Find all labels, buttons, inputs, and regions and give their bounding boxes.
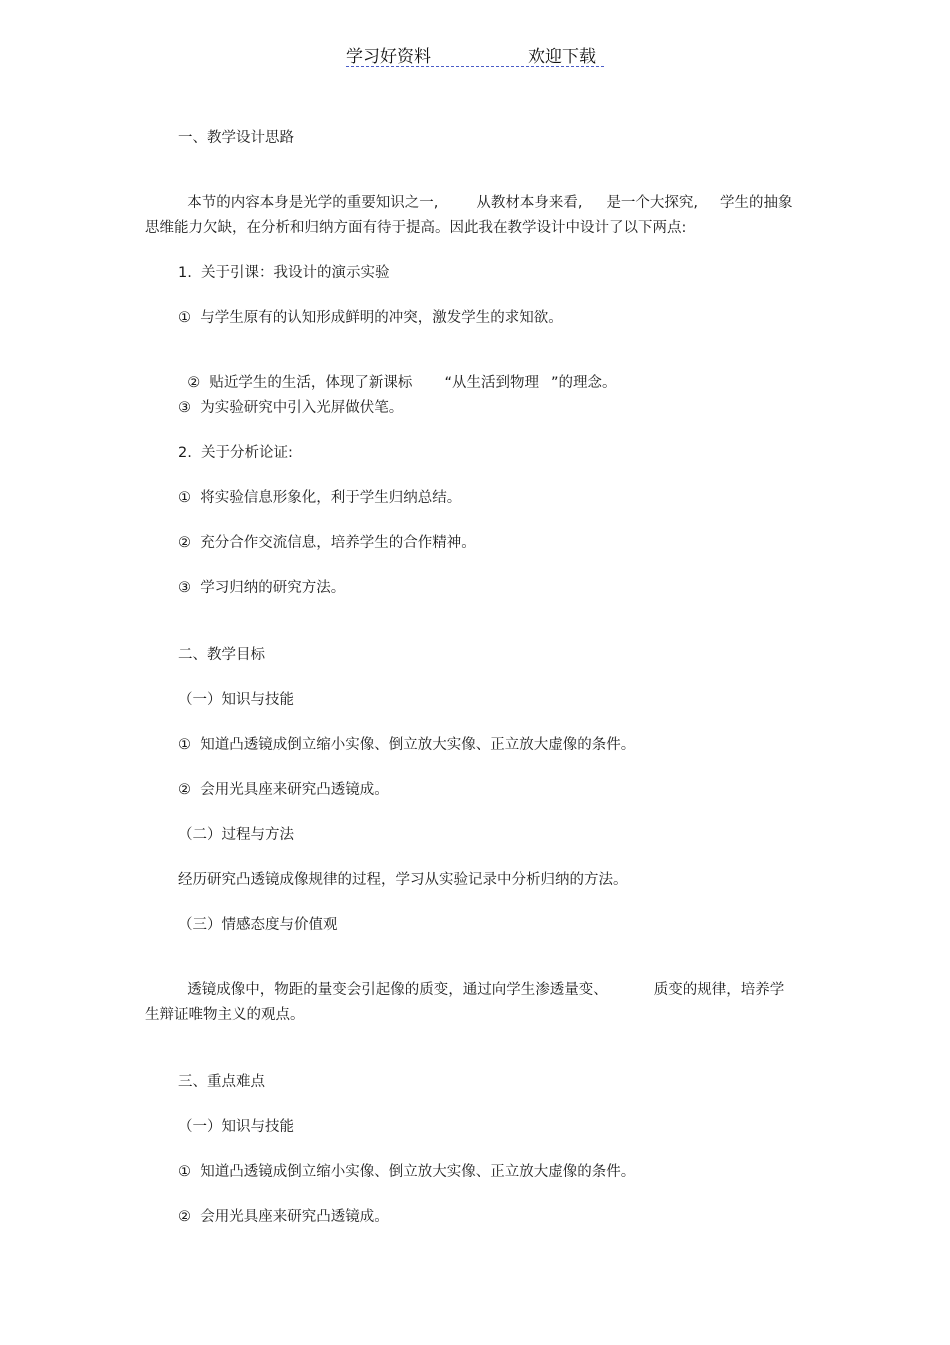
section-2-sub-2: （二）过程与方法	[178, 827, 294, 843]
section-3-sub-1-item-1: ① 知道凸透镜成倒立缩小实像、倒立放大实像、正立放大虚像的条件。	[178, 1164, 636, 1180]
section-2-sub-3: （三）情感态度与价值观	[178, 917, 338, 933]
paragraph-1-part-c: 是一个大探究,	[606, 195, 699, 211]
section-2-sub-2-text: 经历研究凸透镜成像规律的过程，学习从实验记录中分析归纳的方法。	[178, 872, 628, 888]
paragraph-1-part-d: 学生的抽象	[720, 195, 793, 211]
section-1-title: 一、教学设计思路	[178, 130, 294, 146]
page-header	[346, 40, 604, 67]
header-right-text: 欢迎下载	[528, 47, 596, 67]
list-item-2-3: ③ 学习归纳的研究方法。	[178, 580, 346, 596]
list-item-1-2-part-c: ”的理念。	[550, 375, 617, 391]
list-item-1-1: ① 与学生原有的认知形成鲜明的冲突，激发学生的求知欲。	[178, 310, 563, 326]
section-3-sub-1: （一）知识与技能	[178, 1119, 294, 1135]
paragraph-1-part-a: 本节的内容本身是光学的重要知识之一,	[187, 195, 439, 211]
section-3-sub-1-item-2: ② 会用光具座来研究凸透镜成。	[178, 1209, 389, 1225]
section-2-sub-1-item-2: ② 会用光具座来研究凸透镜成。	[178, 782, 389, 798]
section-3-title: 三、重点难点	[178, 1074, 265, 1090]
section-2-sub-3-part-b: 质变的规律，培养学	[653, 982, 785, 998]
section-2-sub-1: （一）知识与技能	[178, 692, 294, 708]
list-item-2: 2. 关于分析论证:	[178, 445, 293, 461]
header-left-text: 学习好资料	[346, 47, 431, 67]
section-2-sub-3-line-2: 生辩证唯物主义的观点。	[145, 1007, 305, 1023]
paragraph-1-part-b: 从教材本身来看,	[476, 195, 583, 211]
list-item-1: 1. 关于引课：我设计的演示实验	[178, 265, 390, 281]
section-2-sub-3-part-a: 透镜成像中，物距的量变会引起像的质变，通过向学生渗透量变、	[187, 982, 608, 998]
list-item-2-2: ② 充分合作交流信息，培养学生的合作精神。	[178, 535, 476, 551]
paragraph-1-line-2: 思维能力欠缺，在分析和归纳方面有待于提高。因此我在教学设计中设计了以下两点:	[145, 220, 687, 236]
list-item-1-2-part-b: “从生活到物理	[444, 375, 539, 391]
section-2-title: 二、教学目标	[178, 647, 265, 663]
list-item-1-3: ③ 为实验研究中引入光屏做伏笔。	[178, 400, 404, 416]
list-item-2-1: ① 将实验信息形象化，利于学生归纳总结。	[178, 490, 462, 506]
section-2-sub-3-line-1	[178, 960, 784, 1000]
section-2-sub-1-item-1: ① 知道凸透镜成倒立缩小实像、倒立放大实像、正立放大虚像的条件。	[178, 737, 636, 753]
list-item-1-2	[178, 353, 616, 393]
paragraph-1-line-1	[178, 173, 793, 213]
list-item-1-2-part-a: ② 贴近学生的生活，体现了新课标	[187, 375, 413, 391]
